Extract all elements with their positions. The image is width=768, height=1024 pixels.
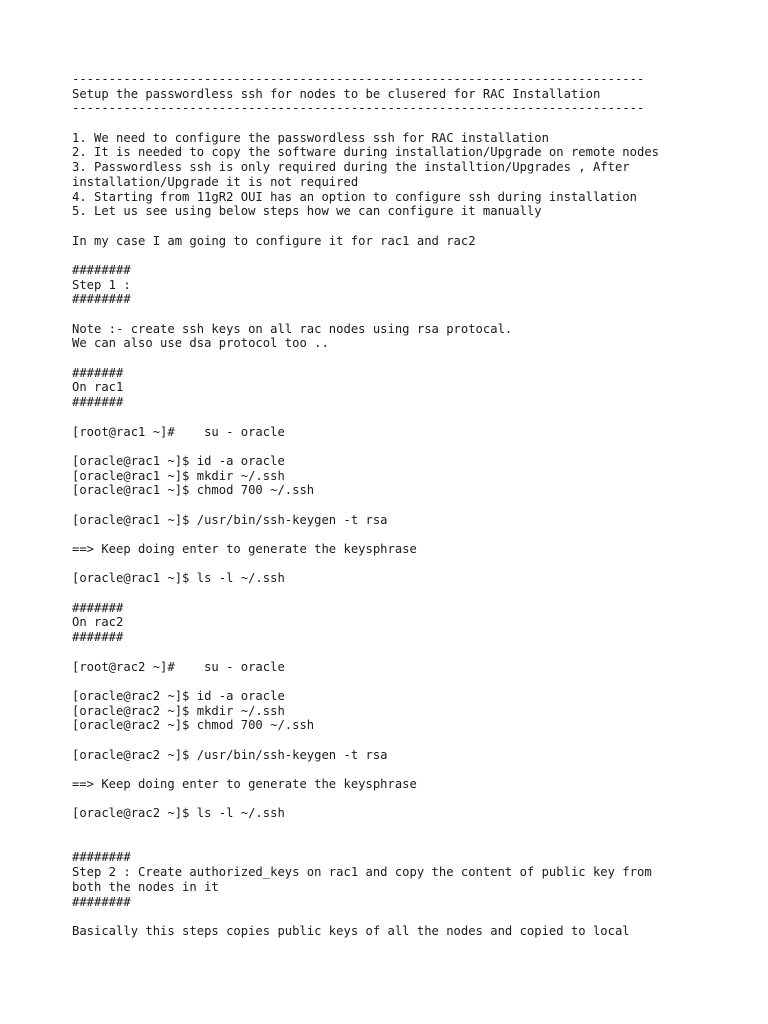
text-line: We can also use dsa protocol too .. — [72, 336, 329, 351]
text-line: ######## — [72, 850, 131, 865]
text-line: Note :- create ssh keys on all rac nodes using rsa protocal. — [72, 321, 513, 336]
text-line: [oracle@rac2 ~]$ chmod 700 ~/.ssh — [72, 718, 315, 733]
blank-line — [72, 645, 752, 660]
text-line: ######## — [72, 894, 131, 909]
blank-line — [72, 762, 752, 777]
text-line: In my case I am going to configure it for rac1 and rac2 — [72, 233, 476, 248]
text-line: 5. Let us see using below steps how we can configure it manually — [72, 204, 542, 219]
blank-line — [72, 733, 752, 748]
blank-line — [72, 836, 752, 851]
text-line: ####### — [72, 630, 124, 645]
text-line: installation/Upgrade it is not required — [72, 174, 359, 189]
blank-line — [72, 586, 752, 601]
text-line: [root@rac1 ~]# su - oracle — [72, 424, 285, 439]
blank-line — [72, 351, 752, 366]
text-line: [oracle@rac2 ~]$ /usr/bin/ssh-keygen -t rsa — [72, 747, 388, 762]
blank-line — [72, 410, 752, 425]
document-page — [72, 72, 752, 939]
text-line: [oracle@rac1 ~]$ ls -l ~/.ssh — [72, 571, 285, 586]
text-line: ------------------------------------------------------------------------------ — [72, 101, 645, 116]
blank-line — [72, 116, 752, 131]
blank-line — [72, 557, 752, 572]
blank-line — [72, 219, 752, 234]
text-line: [oracle@rac2 ~]$ id -a oracle — [72, 688, 285, 703]
blank-line — [72, 527, 752, 542]
text-line: ####### — [72, 365, 124, 380]
text-line: ==> Keep doing enter to generate the keysphrase — [72, 542, 417, 556]
blank-line — [72, 498, 752, 513]
text-line: ------------------------------------------------------------------------------ — [72, 72, 645, 86]
text-line: [oracle@rac1 ~]$ id -a oracle — [72, 453, 285, 468]
text-line: ####### — [72, 600, 124, 615]
blank-line — [72, 307, 752, 322]
text-line: ######## — [72, 292, 131, 307]
blank-line — [72, 821, 752, 836]
blank-line — [72, 248, 752, 263]
blank-line — [72, 439, 752, 454]
text-line: [oracle@rac2 ~]$ ls -l ~/.ssh — [72, 806, 285, 821]
blank-line — [72, 674, 752, 689]
text-line: [oracle@rac1 ~]$ mkdir ~/.ssh — [72, 468, 285, 483]
blank-line — [72, 909, 752, 924]
text-line: [oracle@rac2 ~]$ mkdir ~/.ssh — [72, 703, 285, 718]
text-line: [oracle@rac1 ~]$ chmod 700 ~/.ssh — [72, 483, 315, 498]
text-line: ####### — [72, 395, 124, 410]
text-line: both the nodes in it — [72, 879, 219, 894]
text-line: Basically this steps copies public keys of all the nodes and copied to local — [72, 923, 630, 938]
text-line: [oracle@rac1 ~]$ /usr/bin/ssh-keygen -t rsa — [72, 512, 388, 527]
text-line: Setup the passwordless ssh for nodes to be clusered for RAC Installation — [72, 86, 601, 101]
text-line: ######## — [72, 262, 131, 277]
text-line: On rac1 — [72, 380, 124, 395]
blank-line — [72, 792, 752, 807]
text-line: Step 2 : Create authorized_keys on rac1 and copy the content of public key from — [72, 865, 652, 880]
text-line: 1. We need to configure the passwordless ssh for RAC installation — [72, 130, 549, 145]
text-line: Step 1 : — [72, 277, 131, 292]
text-line: 4. Starting from 11gR2 OUI has an option to configure ssh during installation — [72, 189, 637, 204]
text-line: 3. Passwordless ssh is only required during the installtion/Upgrades , After — [72, 160, 630, 175]
text-line: ==> Keep doing enter to generate the keysphrase — [72, 777, 417, 791]
text-line: [root@rac2 ~]# su - oracle — [72, 659, 285, 674]
text-line: 2. It is needed to copy the software during installation/Upgrade on remote nodes — [72, 145, 659, 160]
text-line: On rac2 — [72, 615, 124, 630]
